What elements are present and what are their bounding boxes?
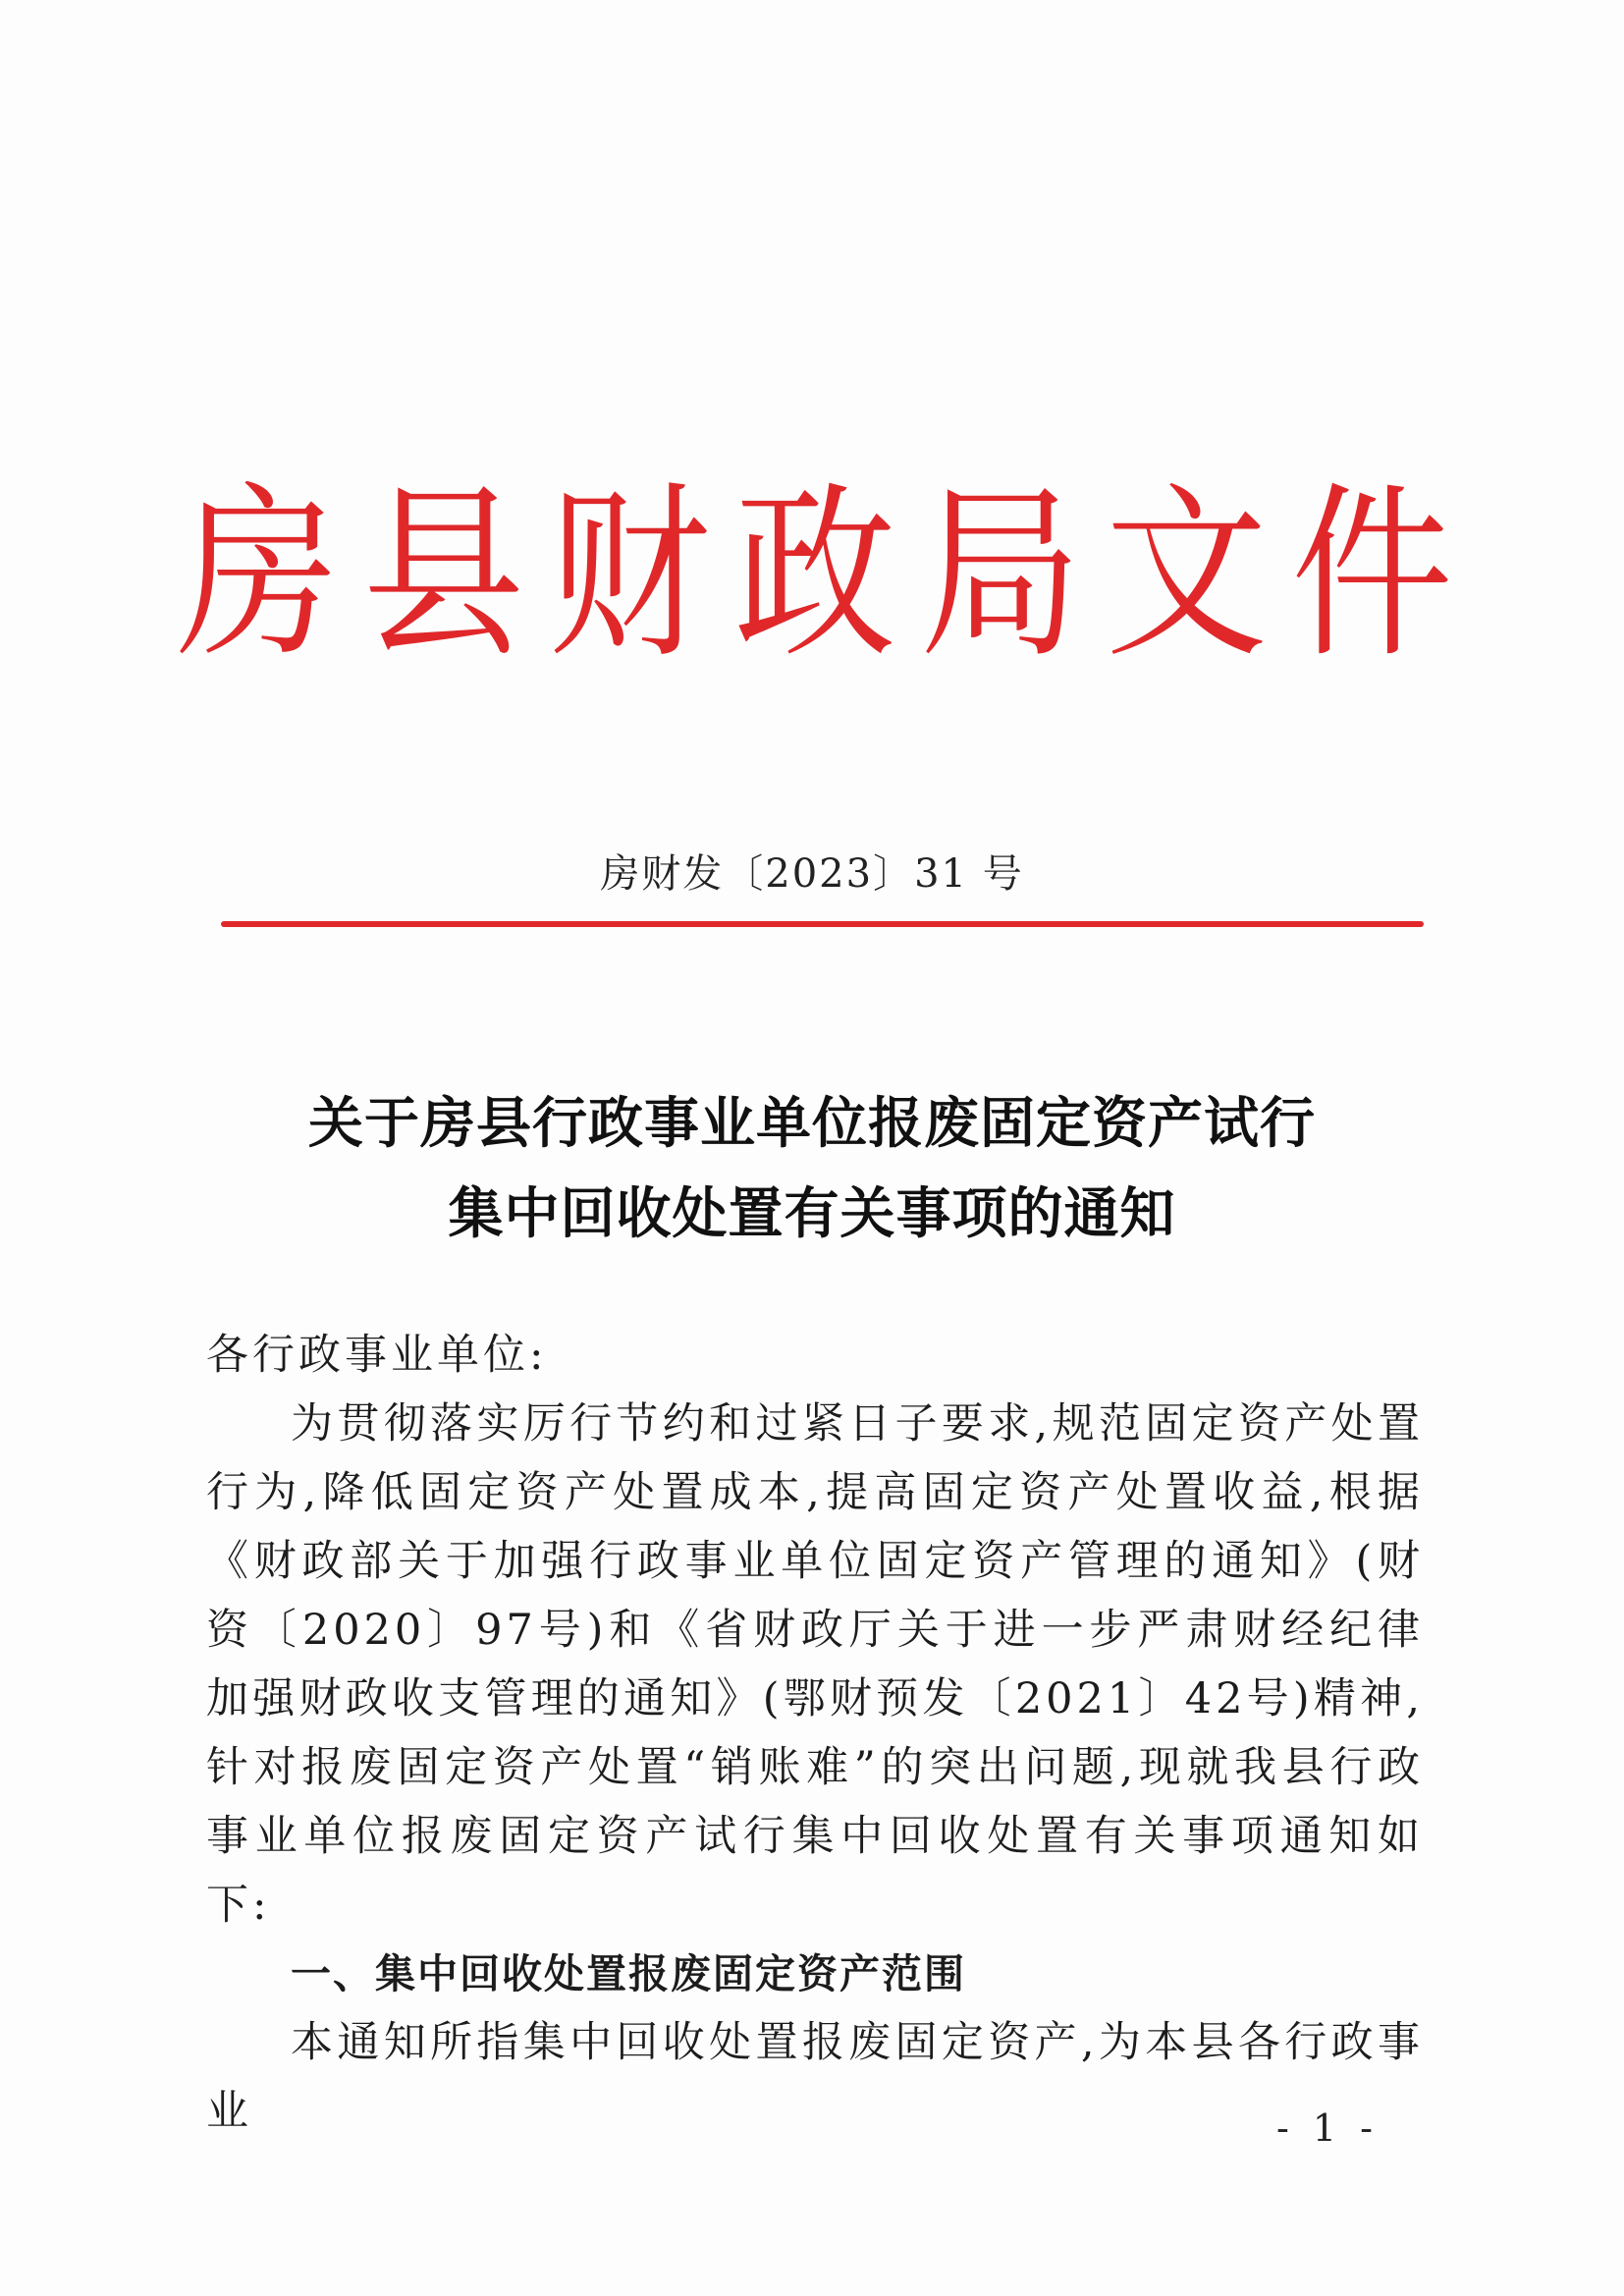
masthead-char: 文: [1105, 465, 1268, 683]
document-number: 房财发〔2023〕31 号: [600, 851, 1024, 897]
salutation: 各行政事业单位:: [206, 1331, 548, 1380]
masthead-char: 财: [548, 465, 711, 683]
masthead-char: 房: [177, 465, 339, 683]
masthead-char: 局: [919, 465, 1082, 683]
section-heading-1: 一、集中回收处置报废固定资产范围: [291, 1950, 966, 1997]
paragraph-section-1: 本通知所指集中回收处置报废固定资产,为本县各行政事业: [206, 2018, 1424, 2136]
masthead-char: 政: [733, 465, 896, 683]
masthead-char: 县: [362, 465, 525, 683]
notice-title: [0, 1078, 1624, 1259]
masthead-char: 件: [1290, 465, 1453, 683]
notice-title-line-2: 集中回收处置有关事项的通知: [448, 1181, 1176, 1246]
paragraph-intro: 为贯彻落实厉行节约和过紧日子要求,规范固定资产处置行为,降低固定资产处置成本,提高固定资产处置收益,根据《财政部关于加强行政事业单位固定资产管理的通知》(财资〔2020〕97号)和《省财政厅关于进一步严肃财经纪律加强财政收支管理的通知》(鄂财预发〔2021〕42号)精神,针对报废固定资产处置“销账难”的突出问题,现就我县行政事业单位报废固定资产试行集中回收处置有关事项通知如下:: [206, 1399, 1424, 1930]
page-number: - 1 -: [1276, 2106, 1380, 2150]
red-divider-line: [221, 921, 1424, 927]
masthead-title: [177, 465, 1453, 683]
notice-title-line-1: 关于房县行政事业单位报废固定资产试行: [308, 1091, 1316, 1156]
body-text: [206, 1321, 1424, 2146]
